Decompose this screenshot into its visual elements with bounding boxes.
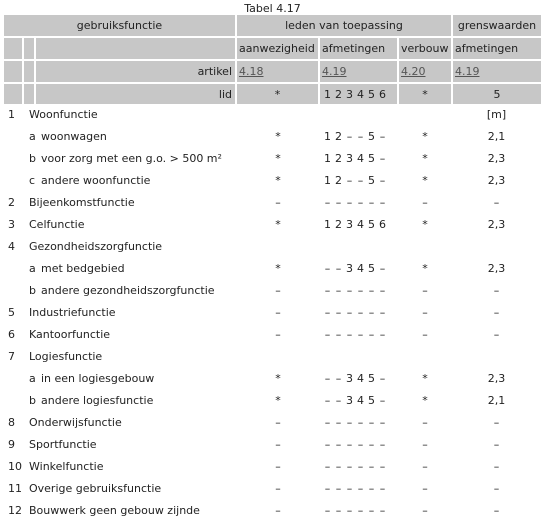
- row-label: Onderwijsfunctie: [29, 416, 122, 429]
- row-grenswaarde: [m]: [486, 108, 507, 121]
- row-grenswaarde: [454, 346, 539, 368]
- row-afmetingen-1: –: [324, 306, 331, 319]
- row-label: Celfunctie: [29, 218, 85, 231]
- row-afmetingen-5: 5: [368, 394, 375, 407]
- row-aanwezigheid: –: [275, 196, 281, 209]
- row-afmetingen-2: –: [335, 394, 342, 407]
- row-grenswaarde: –: [493, 284, 500, 297]
- artikel-link-grenswaarden[interactable]: 4.19: [453, 61, 541, 82]
- row-afmetingen-4: 4: [357, 262, 364, 275]
- table-row: [0, 126, 545, 148]
- row-afmetingen: [320, 214, 398, 236]
- row-aanwezigheid: *: [275, 130, 281, 143]
- row-grenswaarde: 2,3: [487, 218, 506, 231]
- row-afmetingen-2: 2: [335, 152, 342, 165]
- table-row: [0, 258, 545, 280]
- row-afmetingen-6: –: [379, 372, 386, 385]
- row-label: Logiesfunctie: [29, 350, 103, 363]
- row-afmetingen-2: 2: [335, 174, 342, 187]
- row-verbouw: –: [422, 460, 428, 473]
- row-label: andere woonfunctie: [41, 174, 151, 187]
- row-afmetingen: [320, 104, 398, 126]
- row-number: 7: [8, 350, 15, 363]
- table-row: [0, 368, 545, 390]
- row-number: 9: [8, 438, 15, 451]
- row-afmetingen-4: –: [357, 438, 364, 451]
- row-aanwezigheid: –: [275, 460, 281, 473]
- row-aanwezigheid: *: [275, 372, 281, 385]
- row-afmetingen-4: –: [357, 130, 364, 143]
- row-afmetingen: [320, 280, 398, 302]
- row-afmetingen-1: –: [324, 482, 331, 495]
- row-label: woonwagen: [41, 130, 107, 143]
- lid-afmetingen-2: 2: [335, 87, 342, 101]
- row-label: Industriefunctie: [29, 306, 116, 319]
- row-afmetingen-3: –: [346, 482, 353, 495]
- row-afmetingen-3: –: [346, 130, 353, 143]
- row-grenswaarde: –: [493, 438, 500, 451]
- row-afmetingen-6: –: [379, 482, 386, 495]
- row-afmetingen-6: –: [379, 328, 386, 341]
- row-afmetingen-3: –: [346, 284, 353, 297]
- row-afmetingen-4: 4: [357, 218, 364, 231]
- row-afmetingen-2: 2: [335, 218, 342, 231]
- table-row: [0, 346, 545, 368]
- row-subletter: b: [29, 152, 36, 165]
- row-grenswaarde: 2,3: [487, 152, 506, 165]
- row-afmetingen-3: –: [346, 306, 353, 319]
- row-verbouw: *: [422, 130, 428, 143]
- row-afmetingen: [320, 302, 398, 324]
- table-row: [0, 478, 545, 500]
- header-verbouw: verbouw: [399, 38, 451, 59]
- row-afmetingen-5: 5: [368, 152, 375, 165]
- row-label: Winkelfunctie: [29, 460, 104, 473]
- row-afmetingen: [320, 390, 398, 412]
- row-grenswaarde: –: [493, 196, 500, 209]
- row-afmetingen-6: –: [379, 174, 386, 187]
- row-afmetingen-1: –: [324, 416, 331, 429]
- row-subletter: a: [29, 372, 36, 385]
- table-row: [0, 148, 545, 170]
- row-grenswaarde: –: [493, 306, 500, 319]
- row-number: 6: [8, 328, 15, 341]
- row-afmetingen: [320, 456, 398, 478]
- row-grenswaarde: –: [493, 482, 500, 495]
- row-aanwezigheid: –: [275, 438, 281, 451]
- row-afmetingen-3: 3: [346, 152, 353, 165]
- row-afmetingen-4: –: [357, 306, 364, 319]
- row-afmetingen-3: –: [346, 460, 353, 473]
- row-afmetingen-6: –: [379, 460, 386, 473]
- row-verbouw: –: [422, 482, 428, 495]
- row-afmetingen-2: –: [335, 482, 342, 495]
- row-aanwezigheid: *: [275, 218, 281, 231]
- lid-afmetingen-6: 6: [379, 87, 386, 101]
- row-afmetingen-1: –: [324, 460, 331, 473]
- row-afmetingen: [320, 346, 398, 368]
- row-afmetingen: [320, 412, 398, 434]
- row-afmetingen-1: 1: [324, 130, 331, 143]
- lid-afmetingen-4: 4: [357, 87, 364, 101]
- row-label: andere logiesfunctie: [41, 394, 154, 407]
- artikel-label: artikel: [36, 61, 235, 82]
- row-verbouw: –: [422, 504, 428, 517]
- row-aanwezigheid: [237, 104, 319, 126]
- lid-afmetingen-3: 3: [346, 87, 353, 101]
- table-row: [0, 324, 545, 346]
- row-grenswaarde: –: [493, 416, 500, 429]
- row-aanwezigheid: –: [275, 284, 281, 297]
- row-verbouw: *: [422, 262, 428, 275]
- row-afmetingen-6: –: [379, 306, 386, 319]
- row-afmetingen: [320, 148, 398, 170]
- row-afmetingen-4: –: [357, 482, 364, 495]
- row-grenswaarde: 2,1: [487, 394, 506, 407]
- lid-afmetingen-5: 5: [368, 87, 375, 101]
- table-row: [0, 500, 545, 522]
- row-afmetingen: [320, 192, 398, 214]
- row-afmetingen-5: 5: [368, 218, 375, 231]
- row-afmetingen-3: 3: [346, 372, 353, 385]
- row-subletter: c: [29, 174, 36, 187]
- row-afmetingen-4: –: [357, 174, 364, 187]
- row-afmetingen-2: –: [335, 416, 342, 429]
- row-number: 11: [8, 482, 22, 495]
- row-afmetingen-3: –: [346, 504, 353, 517]
- row-aanwezigheid: *: [275, 262, 281, 275]
- row-afmetingen-6: –: [379, 394, 386, 407]
- table-row: [0, 412, 545, 434]
- row-label: andere gezondheidszorgfunctie: [41, 284, 215, 297]
- row-afmetingen-3: –: [346, 196, 353, 209]
- lid-grenswaarden: 5: [453, 84, 541, 104]
- row-label: Woonfunctie: [29, 108, 98, 121]
- row-verbouw: *: [422, 218, 428, 231]
- row-afmetingen-5: –: [368, 196, 375, 209]
- row-aanwezigheid: *: [275, 152, 281, 165]
- table-row: [0, 236, 545, 258]
- row-afmetingen: [320, 434, 398, 456]
- row-aanwezigheid: [237, 346, 319, 368]
- row-aanwezigheid: –: [275, 416, 281, 429]
- row-afmetingen-6: –: [379, 284, 386, 297]
- row-afmetingen-5: –: [368, 504, 375, 517]
- row-afmetingen-5: –: [368, 460, 375, 473]
- row-afmetingen-1: 1: [324, 218, 331, 231]
- row-verbouw: [398, 346, 452, 368]
- row-aanwezigheid: –: [275, 504, 281, 517]
- row-grenswaarde: –: [493, 504, 500, 517]
- row-afmetingen-6: –: [379, 130, 386, 143]
- row-afmetingen-3: –: [346, 328, 353, 341]
- row-afmetingen-2: –: [335, 284, 342, 297]
- row-number: 8: [8, 416, 15, 429]
- row-afmetingen-2: –: [335, 306, 342, 319]
- row-afmetingen-6: –: [379, 416, 386, 429]
- row-afmetingen-4: –: [357, 284, 364, 297]
- header-aanwezigheid: aanwezigheid: [237, 38, 318, 59]
- row-label: in een logiesgebouw: [41, 372, 155, 385]
- row-afmetingen-1: –: [324, 328, 331, 341]
- row-afmetingen-2: –: [335, 328, 342, 341]
- row-aanwezigheid: –: [275, 328, 281, 341]
- row-afmetingen-2: –: [335, 460, 342, 473]
- row-afmetingen-1: –: [324, 438, 331, 451]
- table-row: [0, 192, 545, 214]
- row-number: 5: [8, 306, 15, 319]
- table-row: [0, 434, 545, 456]
- row-aanwezigheid: –: [275, 482, 281, 495]
- row-aanwezigheid: [237, 236, 319, 258]
- table-row: [0, 104, 545, 126]
- row-verbouw: *: [422, 152, 428, 165]
- header-row-2: [4, 38, 541, 59]
- row-afmetingen-2: –: [335, 438, 342, 451]
- row-afmetingen-5: 5: [368, 130, 375, 143]
- row-afmetingen-1: –: [324, 394, 331, 407]
- row-verbouw: *: [422, 372, 428, 385]
- row-afmetingen-3: 3: [346, 218, 353, 231]
- row-verbouw: –: [422, 416, 428, 429]
- row-afmetingen: [320, 500, 398, 522]
- lid-afmetingen-1: 1: [324, 87, 331, 101]
- row-verbouw: *: [422, 174, 428, 187]
- row-verbouw: [398, 236, 452, 258]
- header-grenswaarden: grenswaarden: [453, 15, 541, 36]
- row-afmetingen-5: –: [368, 284, 375, 297]
- artikel-link-aanwezigheid[interactable]: 4.18: [237, 61, 318, 82]
- row-number: 10: [8, 460, 22, 473]
- row-grenswaarde: 2,1: [487, 130, 506, 143]
- header-leden: leden van toepassing: [237, 15, 451, 36]
- row-afmetingen-6: 6: [379, 218, 386, 231]
- row-verbouw: *: [422, 394, 428, 407]
- row-verbouw: –: [422, 306, 428, 319]
- row-subletter: b: [29, 394, 36, 407]
- row-label: Kantoorfunctie: [29, 328, 111, 341]
- row-afmetingen-5: –: [368, 482, 375, 495]
- row-number: 2: [8, 196, 15, 209]
- row-afmetingen-6: –: [379, 262, 386, 275]
- row-label: met bedgebied: [41, 262, 125, 275]
- table-row: [0, 456, 545, 478]
- row-afmetingen-1: –: [324, 372, 331, 385]
- row-aanwezigheid: *: [275, 174, 281, 187]
- header-row-artikel: [4, 61, 541, 82]
- row-afmetingen-1: 1: [324, 152, 331, 165]
- row-subletter: a: [29, 262, 36, 275]
- row-verbouw: –: [422, 196, 428, 209]
- row-afmetingen-5: –: [368, 328, 375, 341]
- row-afmetingen-1: –: [324, 262, 331, 275]
- row-afmetingen-6: –: [379, 438, 386, 451]
- row-label: Gezondheidszorgfunctie: [29, 240, 163, 253]
- table-row: [0, 280, 545, 302]
- row-afmetingen-3: 3: [346, 394, 353, 407]
- row-afmetingen-1: 1: [324, 174, 331, 187]
- header-gebruiksfunctie: gebruiksfunctie: [4, 15, 235, 36]
- row-number: 12: [8, 504, 22, 517]
- row-aanwezigheid: –: [275, 306, 281, 319]
- header-row-1: [4, 15, 541, 36]
- row-afmetingen-4: –: [357, 504, 364, 517]
- row-afmetingen-2: –: [335, 196, 342, 209]
- row-number: 1: [8, 108, 15, 121]
- row-aanwezigheid: *: [275, 394, 281, 407]
- row-afmetingen-4: 4: [357, 152, 364, 165]
- lid-aanwezigheid: *: [237, 84, 318, 104]
- row-afmetingen: [320, 126, 398, 148]
- row-afmetingen-4: –: [357, 416, 364, 429]
- row-afmetingen-5: 5: [368, 372, 375, 385]
- row-afmetingen: [320, 170, 398, 192]
- row-afmetingen-2: –: [335, 504, 342, 517]
- row-afmetingen-6: –: [379, 152, 386, 165]
- row-afmetingen-1: –: [324, 196, 331, 209]
- row-afmetingen-4: 4: [357, 394, 364, 407]
- row-afmetingen-2: –: [335, 262, 342, 275]
- row-afmetingen: [320, 478, 398, 500]
- row-afmetingen: [320, 258, 398, 280]
- row-afmetingen: [320, 368, 398, 390]
- row-afmetingen-3: 3: [346, 262, 353, 275]
- row-grenswaarde: [454, 236, 539, 258]
- lid-afmetingen: [320, 84, 397, 104]
- artikel-link-afmetingen[interactable]: 4.19: [320, 61, 397, 82]
- row-afmetingen-4: –: [357, 460, 364, 473]
- row-afmetingen-3: –: [346, 438, 353, 451]
- row-afmetingen-4: 4: [357, 372, 364, 385]
- row-grenswaarde: –: [493, 328, 500, 341]
- lid-verbouw: *: [399, 84, 451, 104]
- table-row: [0, 390, 545, 412]
- row-afmetingen-4: –: [357, 328, 364, 341]
- row-afmetingen-5: 5: [368, 262, 375, 275]
- row-grenswaarde: 2,3: [487, 262, 506, 275]
- row-afmetingen-5: –: [368, 438, 375, 451]
- row-grenswaarde: 2,3: [487, 174, 506, 187]
- table-row: [0, 170, 545, 192]
- row-afmetingen-6: –: [379, 504, 386, 517]
- table-row: [0, 302, 545, 324]
- artikel-link-verbouw[interactable]: 4.20: [399, 61, 451, 82]
- row-verbouw: –: [422, 328, 428, 341]
- row-afmetingen: [320, 324, 398, 346]
- row-label: Sportfunctie: [29, 438, 97, 451]
- table-row: [0, 214, 545, 236]
- row-grenswaarde: –: [493, 460, 500, 473]
- header-afmetingen-grens: afmetingen: [453, 38, 541, 59]
- header-row-lid: [4, 84, 541, 104]
- row-afmetingen: [320, 236, 398, 258]
- row-afmetingen-4: –: [357, 196, 364, 209]
- row-label: voor zorg met een g.o. > 500 m²: [41, 152, 222, 165]
- row-afmetingen-5: –: [368, 416, 375, 429]
- table-caption: Tabel 4.17: [244, 2, 301, 15]
- row-number: 4: [8, 240, 15, 253]
- row-label: Bijeenkomstfunctie: [29, 196, 135, 209]
- row-afmetingen-5: 5: [368, 174, 375, 187]
- row-number: 3: [8, 218, 15, 231]
- row-verbouw: –: [422, 284, 428, 297]
- lid-label: lid: [36, 84, 235, 104]
- row-subletter: b: [29, 284, 36, 297]
- row-verbouw: –: [422, 438, 428, 451]
- row-verbouw: [398, 104, 452, 126]
- row-afmetingen-2: 2: [335, 130, 342, 143]
- row-afmetingen-1: –: [324, 504, 331, 517]
- row-afmetingen-3: –: [346, 416, 353, 429]
- row-label: Bouwwerk geen gebouw zijnde: [29, 504, 200, 517]
- row-afmetingen-6: –: [379, 196, 386, 209]
- row-label: Overige gebruiksfunctie: [29, 482, 162, 495]
- row-afmetingen-1: –: [324, 284, 331, 297]
- row-afmetingen-5: –: [368, 306, 375, 319]
- row-afmetingen-3: –: [346, 174, 353, 187]
- header-afmetingen: afmetingen: [320, 38, 397, 59]
- row-afmetingen-2: –: [335, 372, 342, 385]
- row-subletter: a: [29, 130, 36, 143]
- row-grenswaarde: 2,3: [487, 372, 506, 385]
